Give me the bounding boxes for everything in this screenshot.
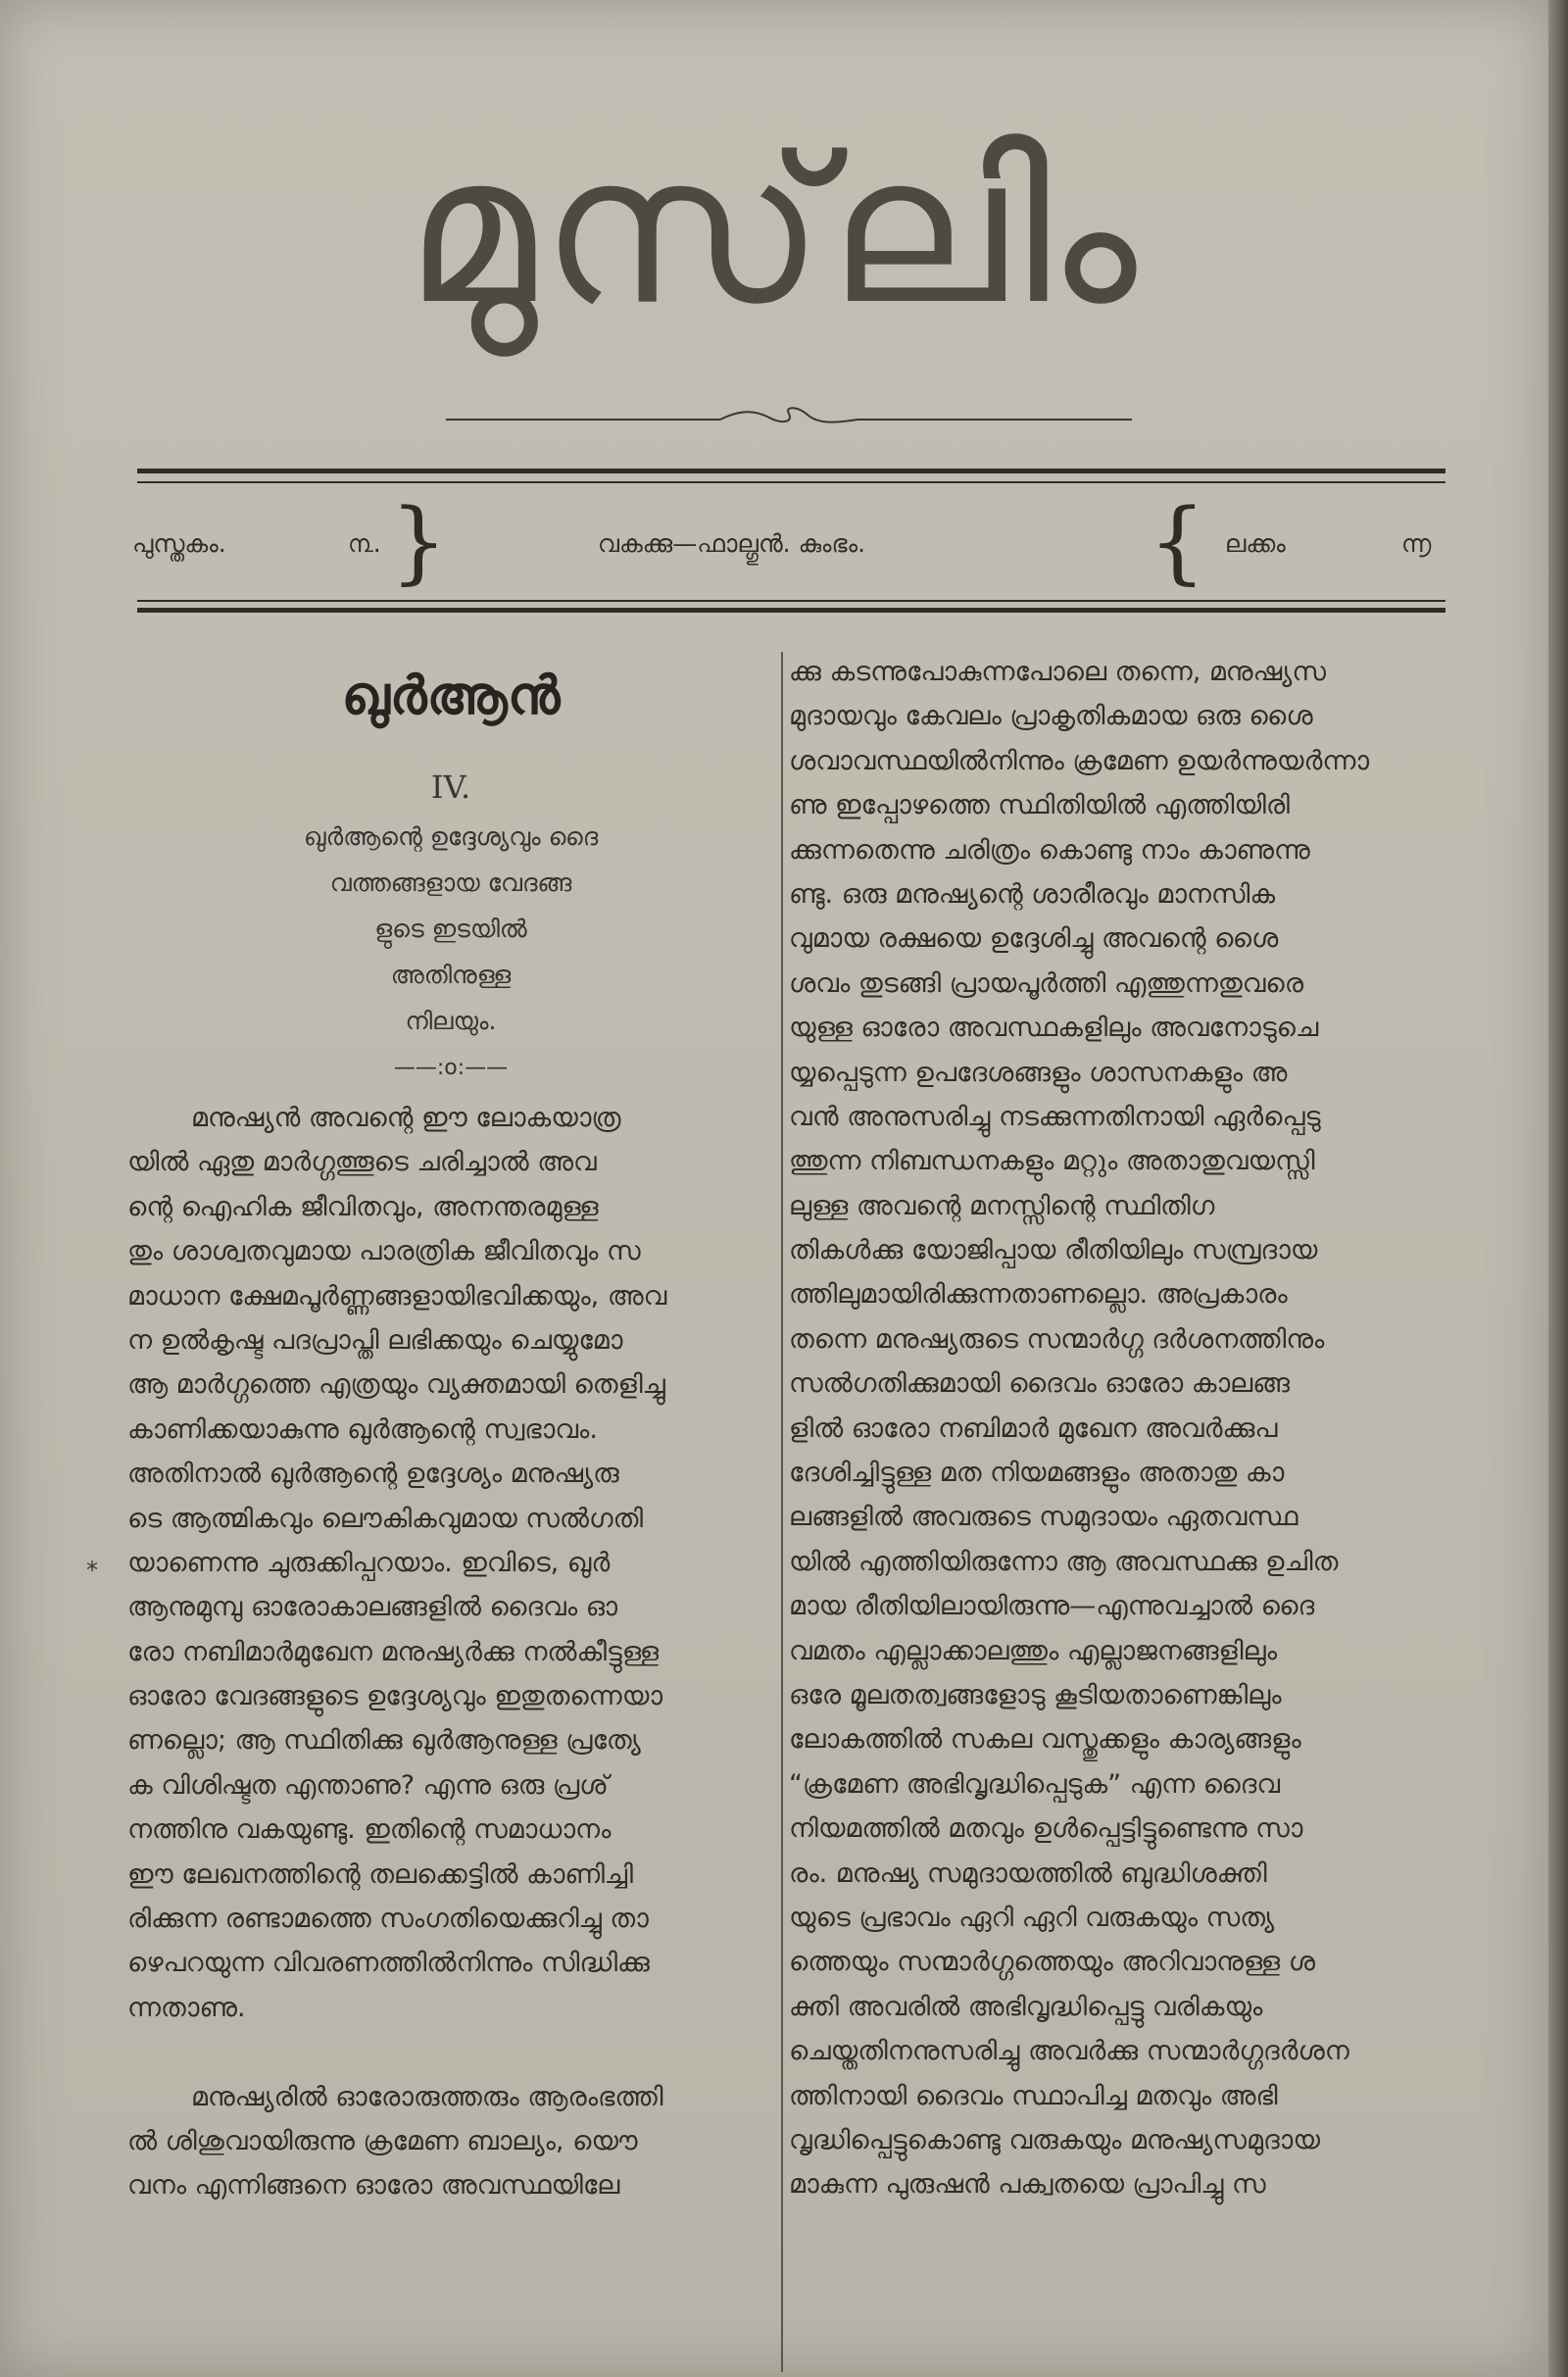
text-line: ൽ ശിശുവായിരുന്നു ക്രമേണ ബാല്യം, യൌ xyxy=(127,2125,638,2156)
text-line: തന്നെ മനുഷ്യരുടെ സന്മാർഗ്ഗ ദർശനത്തിനും xyxy=(789,1323,1325,1355)
text-line: കാണിക്കയാകുന്നു ഖുർആന്റെ സ്വഭാവം. xyxy=(127,1413,598,1445)
text-line: യ്യപ്പെടുന്ന ഉപദേശങ്ങളും ശാസനകളും അ xyxy=(789,1057,1288,1088)
left-brace: } xyxy=(390,489,448,594)
text-line: “ക്രമേണ അഭിവൃദ്ധിപ്പെടുക” എന്ന ദൈവ xyxy=(789,1768,1281,1800)
subtitle-line: വത്തങ്ങളായ വേദങ്ങ xyxy=(329,868,572,897)
column-divider xyxy=(781,652,783,2372)
text-line: യുടെ പ്രഭാവം ഏറി ഏറി വരുകയും സത്യ xyxy=(789,1902,1275,1933)
subtitle-line: നിലയും. xyxy=(405,1007,497,1035)
text-line: നത്തിനു വകയുണ്ടു. ഇതിന്റെ സമാധാനം xyxy=(127,1814,612,1846)
text-line: മായ രീതിയിലായിരുന്നു—എന്നുവച്ചാൽ ദൈ xyxy=(789,1591,1315,1622)
text-line: ണല്ലൊ; ആ സ്ഥിതിക്കു ഖുർആനുള്ള പ്രത്യേ xyxy=(127,1725,641,1757)
text-line: ശവം തുടങ്ങി പ്രായപൂർത്തി എത്തുന്നതുവരെ xyxy=(789,967,1304,999)
margin-mark: * xyxy=(86,1557,98,1584)
text-line: വുമായ രക്ഷയെ ഉദ്ദേശിച്ചു അവന്റെ ശൈ xyxy=(789,923,1279,955)
number-value: ൬ xyxy=(1401,529,1432,558)
text-line: നിയമത്തിൽ മതവും ഉൾപ്പെട്ടിട്ടുണ്ടെന്നു സാ xyxy=(789,1813,1303,1845)
text-line: ത്തിലുമായിരിക്കുന്നതാണല്ലൊ. അപ്രകാരം xyxy=(789,1279,1288,1311)
text-line: ണു ഇപ്പോഴത്തെ സ്ഥിതിയിൽ എത്തിയിരി xyxy=(789,790,1290,821)
header-rule-bottom xyxy=(137,600,1446,602)
text-line: ഈ ലേഖനത്തിന്റെ തലക്കെട്ടിൽ കാണിച്ചി xyxy=(127,1858,633,1890)
text-line: ന്നതാണു. xyxy=(127,1992,246,2023)
text-line: മാകുന്ന പുരുഷൻ പക്വതയെ പ്രാപിച്ചു സ xyxy=(789,2169,1266,2201)
article-title: ഖുർആൻ xyxy=(341,665,561,726)
text-line: ലുള്ള അവന്റെ മനസ്സിന്റെ സ്ഥിതിഗ xyxy=(789,1190,1215,1221)
ornament-divider xyxy=(446,402,1132,431)
text-line: വൻ അനുസരിച്ചു നടക്കുന്നതിനായി ഏർപ്പെടു xyxy=(789,1101,1321,1132)
text-line: രം. മനുഷ്യ സമുദായത്തിൽ ബുദ്ധിശക്തി xyxy=(789,1857,1267,1889)
left-column xyxy=(127,1096,769,2208)
number-label: ലക്കം xyxy=(1225,529,1286,558)
book-label: പുസ്തകം. xyxy=(132,529,226,558)
text-line: ക്തി അവരിൽ അഭിവൃദ്ധിപ്പെട്ടു വരികയും xyxy=(789,1991,1263,2022)
text-line xyxy=(127,2030,769,2074)
text-line: വമതം എല്ലാക്കാലത്തും എല്ലാജനങ്ങളിലും xyxy=(789,1635,1278,1666)
page-edge xyxy=(1548,0,1568,2377)
text-line: ആ മാർഗ്ഗത്തെ എത്രയും വ്യക്തമായി തെളിച്ചു xyxy=(127,1369,665,1401)
text-line: വൃദ്ധിപ്പെട്ടുകൊണ്ടു വരുകയും മനുഷ്യസമുദായ xyxy=(789,2124,1320,2155)
masthead-title: മുസ്‌ലിം xyxy=(406,110,1143,350)
text-line: ത്തിനായി ദൈവം സ്ഥാപിച്ച മതവും അഭി xyxy=(789,2080,1278,2111)
issue-date: വകക്കു—ഫാല്ഗുൻ. കുംഭം. xyxy=(598,529,866,558)
text-line: ക വിശിഷ്ടത എന്താണു? എന്നു ഒരു പ്രശ് xyxy=(127,1769,609,1801)
text-line: ഒരേ മൂലതത്വങ്ങളോടു കൂടിയതാണെങ്കിലും xyxy=(789,1679,1282,1710)
text-line: യാണെന്നു ചുരുക്കിപ്പറയാം. ഇവിടെ, ഖുർ xyxy=(127,1547,611,1578)
text-line: തും ശാശ്വതവുമായ പാരത്രിക ജീവിതവും സ xyxy=(127,1236,641,1267)
text-line: സൽഗതിക്കുമായി ദൈവം ഓരോ കാലങ്ങ xyxy=(789,1368,1290,1400)
text-line: ത്തെയും സന്മാർഗ്ഗത്തെയും അറിവാനുള്ള ശ xyxy=(789,1947,1315,1978)
right-brace: { xyxy=(1149,489,1206,594)
article-part: IV. xyxy=(430,768,471,806)
text-line: മനുഷ്യൻ അവന്റെ ഈ ലോകയാത്ര xyxy=(191,1103,621,1133)
text-line: ടെ ആത്മികവും ലൌകികവുമായ സൽഗതി xyxy=(127,1503,644,1534)
text-line: രിക്കുന്ന രണ്ടാമത്തെ സംഗതിയെക്കുറിച്ചു താ xyxy=(127,1904,649,1935)
text-line: തികൾക്കു യോജിപ്പായ രീതിയിലും സമ്പ്രദായ xyxy=(789,1235,1318,1266)
text-line: യിൽ എത്തിയിരുന്നോ ആ അവസ്ഥക്കു ഉചിത xyxy=(789,1546,1339,1577)
text-line: ശവാവസ്ഥയിൽനിന്നും ക്രമേണ ഉയർന്നുയർന്നാ xyxy=(789,745,1370,776)
section-divider: ——:o:—— xyxy=(393,1056,509,1080)
text-line: അതിനാൽ ഖുർആന്റെ ഉദ്ദേശ്യം മനുഷ്യരു xyxy=(127,1459,619,1490)
text-line: മനുഷ്യരിൽ ഓരോരുത്തരും ആരംഭത്തി xyxy=(191,2081,663,2112)
text-line: ലങ്ങളിൽ അവരുടെ സമുദായം ഏതവസ്ഥ xyxy=(789,1502,1298,1533)
text-line: ണ്ടു. ഒരു മനുഷ്യന്റെ ശാരീരവും മാനസിക xyxy=(789,878,1276,910)
text-line: ഴെപറയുന്ന വിവരണത്തിൽനിന്നും സിദ്ധിക്കു xyxy=(127,1948,650,1979)
text-line: വനം എന്നിങ്ങനെ ഓരോ അവസ്ഥയിലേ xyxy=(127,2170,620,2202)
subtitle-line: ഖുർആന്റെ ഉദ്ദേശ്യവും ദൈ xyxy=(303,822,599,851)
header-rule-bottom-thick xyxy=(137,608,1446,613)
text-line: ആനുമുമ്പു ഓരോകാലങ്ങളിൽ ദൈവം ഓ xyxy=(127,1592,617,1623)
text-line: ക്കു കടന്നുപോകുന്നപോലെ തന്നെ, മനുഷ്യസ xyxy=(789,657,1326,687)
text-line: ദേശിച്ചിട്ടുള്ള മത നിയമങ്ങളും അതാതു കാ xyxy=(789,1458,1285,1489)
text-line: ഓരോ വേദങ്ങളുടെ ഉദ്ദേശ്യവും ഇതുതന്നെയാ xyxy=(127,1681,662,1712)
subtitle-line: അതിനുള്ള xyxy=(390,961,512,989)
subtitle-line: ളുടെ ഇടയിൽ xyxy=(374,915,527,943)
right-column xyxy=(789,650,1455,2207)
text-line: മാധാന ക്ഷേമപൂർണ്ണങ്ങളായിഭവിക്കയും, അവ xyxy=(127,1280,667,1312)
text-line: യിൽ ഏതു മാർഗ്ഗത്തൂടെ ചരിച്ചാൽ അവ xyxy=(127,1147,597,1178)
text-line: യുള്ള ഓരോ അവസ്ഥകളിലും അവനോടുചെ xyxy=(789,1013,1319,1044)
book-number: ൩. xyxy=(348,529,381,558)
text-line: ത്തുന്ന നിബന്ധനകളും മറ്റും അതാതുവയസ്സി xyxy=(789,1146,1315,1177)
text-line: മുദായവും കേവലം പ്രാകൃതികമായ ഒരു ശൈ xyxy=(789,701,1313,732)
text-line: ക്കുന്നതെന്നു ചരിത്രം കൊണ്ടു നാം കാണുന്നു xyxy=(789,834,1310,866)
text-line: ന ഉൽകൃഷ്ട പദപ്രാപ്തി ലഭിക്കയും ചെയ്യുമോ xyxy=(127,1324,623,1356)
text-line: ന്റെ ഐഹിക ജീവിതവും, അനന്തരമുള്ള xyxy=(127,1191,599,1222)
header-rule-top xyxy=(137,469,1446,473)
text-line: രോ നബിമാർമുഖേന മനുഷ്യർക്കു നൽകീട്ടുള്ള xyxy=(127,1636,660,1667)
article-subtitle xyxy=(127,814,774,1044)
text-line: ളിൽ ഓരോ നബിമാർ മുഖേന അവർക്കുപ xyxy=(789,1412,1278,1444)
text-line: ലോകത്തിൽ സകല വസ്തുക്കളും കാര്യങ്ങളും xyxy=(789,1724,1301,1756)
header-rule-top-thin xyxy=(137,481,1446,483)
text-line: ചെയ്തതിനനുസരിച്ചു അവർക്കു സന്മാർഗ്ഗദർശന xyxy=(789,2036,1349,2067)
